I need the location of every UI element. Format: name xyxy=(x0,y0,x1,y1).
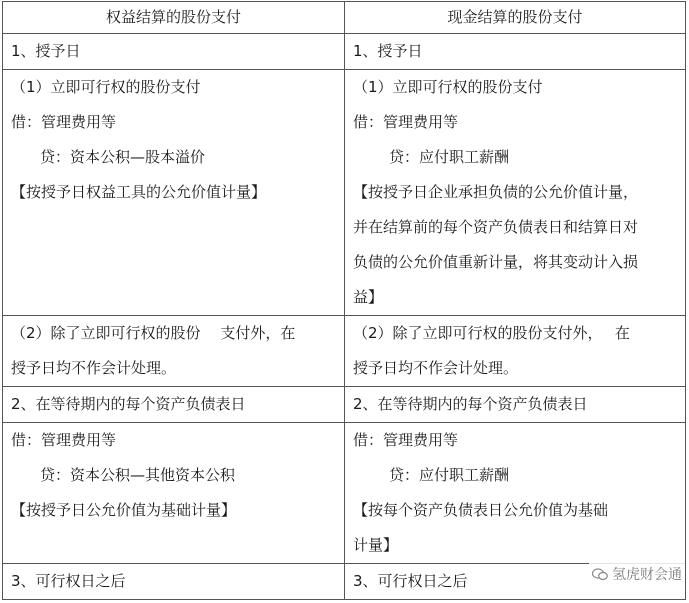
immediate-row xyxy=(3,70,686,316)
immediate-cash-credit: 贷：应付职工薪酬 xyxy=(389,148,510,166)
immediate-equity-cell xyxy=(3,70,345,316)
waiting-title-equity: 2、在等待期内的每个资产负债表日 xyxy=(3,387,345,423)
non-immediate-cash-l1: （2）除了立即可行权的股份支付外， 在 xyxy=(353,324,630,342)
header-row xyxy=(3,2,686,34)
waiting-title-cash: 2、在等待期内的每个资产负债表日 xyxy=(345,387,686,423)
watermark-text: 氢虎财会通 xyxy=(612,567,682,583)
non-immediate-row xyxy=(3,316,686,387)
waiting-row xyxy=(3,423,686,564)
waiting-cash-debit: 借：管理费用等 xyxy=(353,431,459,449)
immediate-cash-debit: 借：管理费用等 xyxy=(353,113,459,131)
immediate-cash-note-2: 并在结算前的每个资产负债表日和结算日对 xyxy=(353,218,639,236)
grant-title-cash: 1、授予日 xyxy=(345,34,686,70)
vesting-title-equity: 3、可行权日之后 xyxy=(3,564,345,600)
immediate-cash-note-1: 【按授予日企业承担负债的公允价值计量， xyxy=(353,183,639,201)
non-immediate-equity-l2: 授予日均不作会计处理。 xyxy=(11,359,177,377)
immediate-cash-cell xyxy=(345,70,686,316)
vesting-title-row xyxy=(3,564,686,600)
immediate-cash-note-3: 负债的公允价值重新计量，将其变动计入损 xyxy=(353,253,639,271)
immediate-cash-note-4: 益】 xyxy=(353,288,384,306)
immediate-equity-note: 【按授予日权益工具的公允价值计量】 xyxy=(11,183,267,201)
waiting-equity-note: 【按授予日公允价值为基础计量】 xyxy=(11,501,237,519)
waiting-equity-credit: 贷：资本公积—其他资本公积 xyxy=(40,466,236,484)
grant-title-row xyxy=(3,34,686,70)
immediate-equity-debit: 借：管理费用等 xyxy=(11,113,117,131)
immediate-equity-credit: 贷：资本公积—股本溢价 xyxy=(40,148,206,166)
waiting-equity-cell xyxy=(3,423,345,564)
immediate-cash-title: （1）立即可行权的股份支付 xyxy=(353,78,543,96)
grant-title-equity: 1、授予日 xyxy=(3,34,345,70)
waiting-cash-cell xyxy=(345,423,686,564)
waiting-title-row xyxy=(3,387,686,423)
header-equity: 权益结算的股份支付 xyxy=(3,2,345,34)
non-immediate-cash-cell xyxy=(345,316,686,387)
non-immediate-equity-cell xyxy=(3,316,345,387)
header-cash: 现金结算的股份支付 xyxy=(345,2,686,34)
waiting-cash-note-2: 计量】 xyxy=(353,536,399,554)
comparison-table xyxy=(2,1,686,600)
immediate-equity-title: （1）立即可行权的股份支付 xyxy=(11,78,201,96)
waiting-cash-credit: 贷：应付职工薪酬 xyxy=(389,466,510,484)
vesting-title-cash: 3、可行权日之后 xyxy=(345,564,686,600)
watermark xyxy=(589,563,685,585)
non-immediate-equity-l1: （2）除了立即可行权的股份 支付外，在 xyxy=(11,324,296,342)
waiting-cash-note-1: 【按每个资产负债表日公允价值为基础 xyxy=(353,501,609,519)
wechat-icon xyxy=(592,568,608,581)
waiting-equity-debit: 借：管理费用等 xyxy=(11,431,117,449)
non-immediate-cash-l2: 授予日均不作会计处理。 xyxy=(353,359,519,377)
